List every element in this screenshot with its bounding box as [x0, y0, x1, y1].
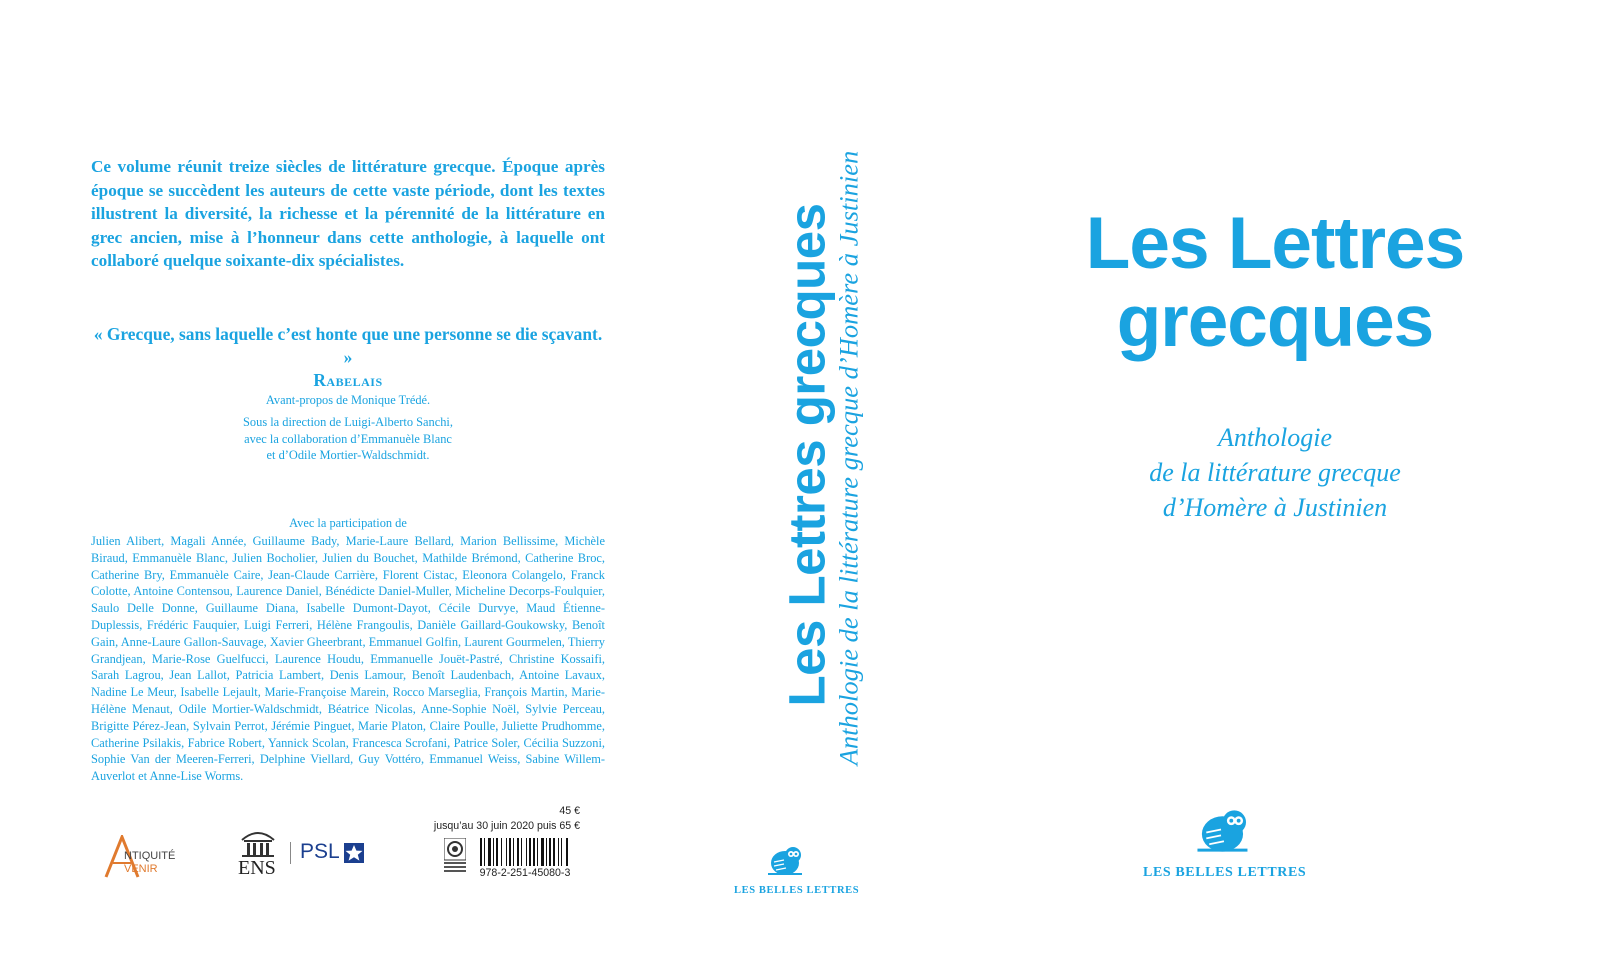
star-icon: [344, 843, 364, 863]
barcode-bar: [509, 838, 511, 866]
barcode-bar: [561, 838, 562, 866]
barcode-bar: [529, 838, 531, 866]
barcode-bar: [496, 838, 498, 866]
barcode-bar: [506, 838, 507, 866]
barcode-bar: [501, 838, 502, 866]
barcode-bar: [484, 838, 485, 866]
front-publisher: LES BELLES LETTRES: [1143, 865, 1307, 880]
barcode-bar: [521, 838, 522, 866]
participants-list: Julien Alibert, Magali Année, Guillaume Bady, Marie-Laure Bellard, Marion Bellissime, Michèle Biraud, Emmanuèle Blanc, Julien Bocholier, Julien du Bouchet, Mathilde Brémond, Catherine Broc, Catherine Bry, Emmanuèle Caire, Jean-Claude Carrière, Florent Cistac, Eleonora Colangelo, Franck Colotte, Antoine Contensou, Laurence Daniel, Bénédicte Daniel-Muller, Micheline Decorps-Foulquier, Saulo Delle Donne, Guillaume Diana, Isabelle Dumont-Dayot, Cécile Durvye, Maud Étienne-Duplessis, Frédéric Fauquier, Luigi Ferreri, Hélène Frangoulis, Danièle Gaillard-Goukowsky, Benoît Gain, Anne-Laure Gallon-Sauvage, Xavier Gheerbrant, Emmanuel Golfin, Laurent Gourmelen, Thierry Grandjean, Marie-Rose Guelfucci, Laurence Houdu, Emmanuelle Jouët-Pastré, Christine Kossaifi, Sarah Lagrou, Jean Lallot, Patricia Lambert, Denis Lamour, Benoît Laudenbach, Antoine Lavaux, Nadine Le Meur, Isabelle Lejault, Marie-Françoise Marein, Rocco Marseglia, François Martin, Marie-Hélène Menaut, Odile Mortier-Waldschmidt, Béatrice Nicolas, Anne-Sophie Noël, Sylvie Perceau, Brigitte Pérez-Jean, Sylvain Perrot, Jérémie Pinguet, Marie Platon, Claire Poulle, Juliette Prudhomme, Catherine Psilakis, Fabrice Robert, Yannick Scolan, Francesca Scrofani, Patrice Soler, Cécilia Suzzoni, Sophie Van der Meeren-Ferreri, Delphine Viellard, Guy Vottéro, Emmanuel Weiss, Sabine Willem-Auverlot et Anne-Lise Worms.: [91, 534, 605, 784]
price-later-mid: puis: [536, 820, 557, 832]
price-later: [400, 820, 580, 832]
front-subtitle-line-3: d’Homère à Justinien: [1162, 493, 1388, 522]
barcode-bar: [546, 838, 547, 866]
direction-line-2: avec la collaboration d’Emmanuèle Blanc: [244, 431, 452, 446]
front-title-line-2: grecques: [1116, 281, 1434, 362]
isbn: 978-2-251-45080-3: [479, 867, 571, 879]
barcode-bar: [493, 838, 494, 866]
psl-text: PSL: [300, 840, 340, 863]
front-subtitle-line-1: Anthologie: [1217, 423, 1333, 452]
barcode-bar: [537, 838, 538, 866]
avenir-text: VENIR: [124, 863, 158, 875]
antiquite-avenir-logo: [104, 835, 184, 879]
direction-line-1: Sous la direction de Luigi-Alberto Sanchi,: [243, 415, 453, 429]
front-title: [1045, 205, 1505, 361]
epigraph-author: Rabelais: [313, 370, 383, 390]
direction-line-3: et d’Odile Mortier-Waldschmidt.: [266, 448, 430, 463]
barcode-bar: [488, 838, 491, 866]
back-cover-blurb: Ce volume réunit treize siècles de littérature grecque. Époque après époque se succèdent les auteurs de cette vaste période, dont les textes illustrent la diversité, la richesse et la pérennité de la littérature en grec ancien, mise à l’honneur dans cette anthologie, à laquelle ont collaboré quelque soixante-dix spécialistes.: [91, 157, 605, 271]
barcode-bar: [558, 838, 559, 866]
distributor-mark-icon: [444, 838, 466, 874]
direction-credit: [91, 414, 605, 464]
owl-icon: [764, 844, 804, 878]
barcode-bar: [566, 838, 568, 866]
ens-logo: [238, 828, 282, 878]
ens-text: ENS: [238, 857, 276, 879]
barcode-bar: [513, 838, 514, 866]
foreword-credit: Avant-propos de Monique Trédé.: [265, 393, 431, 407]
participation-heading: Avec la participation de: [289, 516, 407, 530]
price-later-value: 65 €: [559, 820, 580, 832]
spine-subtitle: Anthologie de la littérature grecque d’Homère à Justinien: [833, 150, 864, 766]
price-later-date: 30 juin 2020: [476, 820, 535, 832]
barcode-bar: [549, 838, 551, 866]
antiquite-text: NTIQUITÉ: [124, 850, 176, 862]
front-subtitle-line-2: de la littérature grecque: [1149, 458, 1401, 487]
front-subtitle: [1110, 420, 1440, 525]
ens-building-icon: [238, 828, 278, 858]
barcode-bar: [480, 838, 482, 866]
barcode-bar: [553, 838, 555, 866]
barcode-bar: [541, 838, 544, 866]
spine-publisher: LES BELLES LETTRES: [734, 885, 860, 896]
price-later-prefix: jusqu’au: [433, 820, 474, 832]
owl-icon: [1190, 806, 1252, 856]
barcode-bar: [526, 838, 527, 866]
epigraph-quote: « Grecque, sans laquelle c’est honte que une personne se die sçavant. »: [93, 324, 603, 367]
epigraph: [91, 323, 605, 392]
logo-divider: [290, 842, 291, 864]
spine-title: Les Lettres grecques: [778, 203, 836, 707]
barcode-bar: [517, 838, 519, 866]
price-current: 45 €: [559, 805, 580, 817]
front-title-line-1: Les Lettres: [1085, 203, 1465, 284]
barcode-bar: [533, 838, 535, 866]
barcode: [480, 838, 580, 866]
